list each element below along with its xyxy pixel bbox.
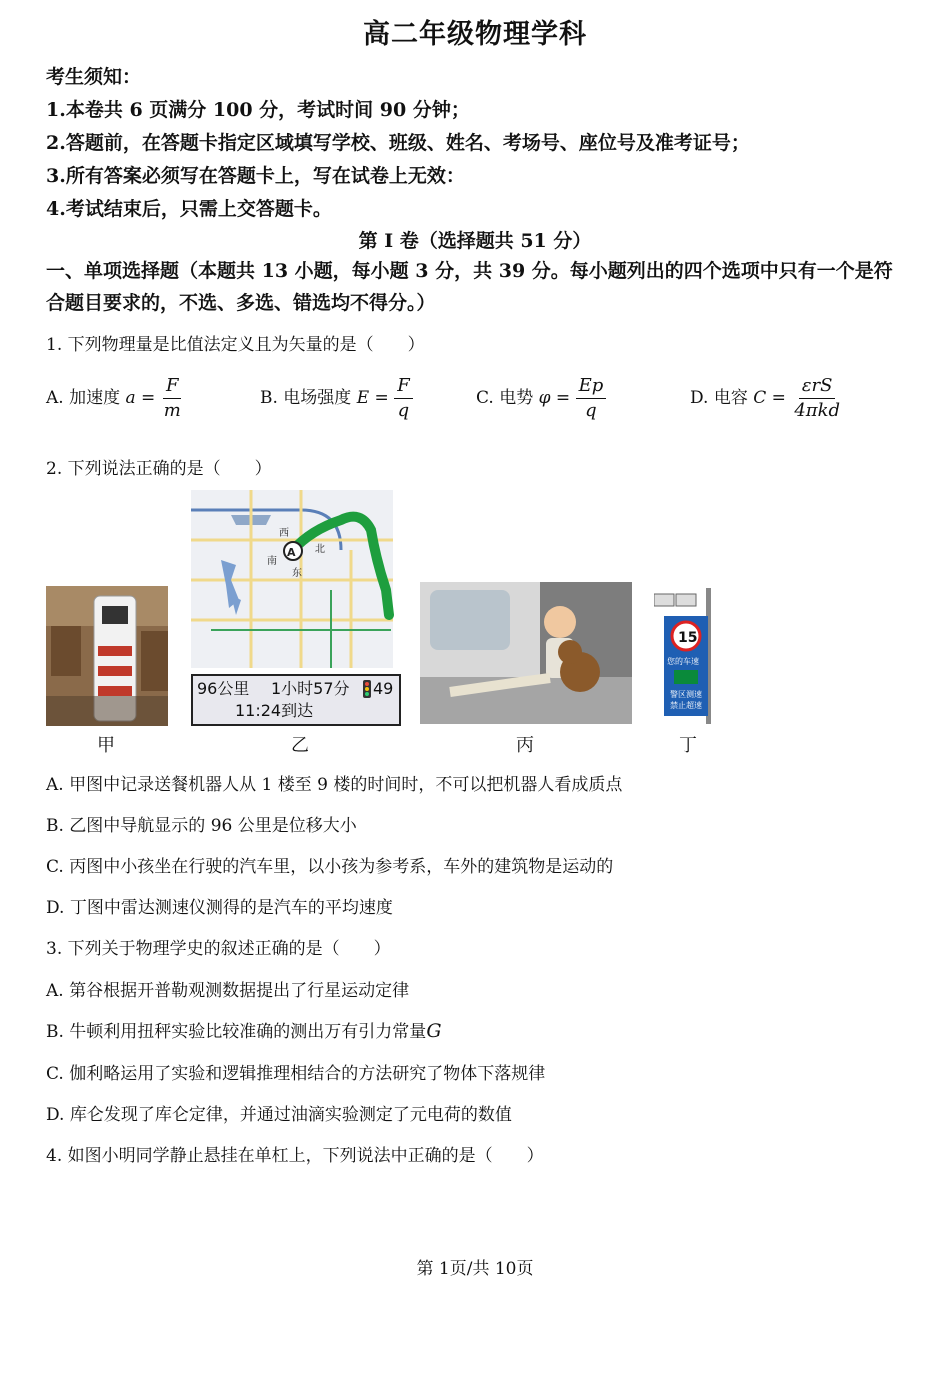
sign-line-2: 警区测速 (670, 690, 702, 699)
question-4-stem: 4. 如图小明同学静止悬挂在单杠上，下列说法中正确的是（ ） (46, 1146, 544, 1166)
q1-option-c-label: C. 电势 (476, 388, 534, 408)
page-title: 高二年级物理学科 (363, 19, 587, 50)
q2-option-b: B. 乙图中导航显示的 96 公里是位移大小 (46, 816, 357, 836)
question-3-stem: 3. 下列关于物理学史的叙述正确的是（ ） (46, 939, 391, 959)
map-dir-south: 南 (267, 556, 277, 567)
q1-option-a-lhs: a = (125, 388, 156, 408)
map-traffic-lights: 49 (373, 679, 394, 698)
question-2-stem: 2. 下列说法正确的是（ ） (46, 459, 272, 479)
q1-option-b-lhs: E = (356, 388, 389, 408)
sign-line-3: 禁止超速 (670, 701, 702, 710)
q3-option-a: A. 第谷根据开普勒观测数据提出了行星运动定律 (46, 981, 410, 1001)
figure-caption-jia: 甲 (97, 735, 115, 756)
q3-option-b-symbol: G (426, 1020, 442, 1042)
child-in-car-photo (420, 582, 632, 724)
q3-option-b-text: B. 牛顿利用扭秤实验比较准确的测出万有引力常量 (46, 1022, 427, 1042)
q1-option-a (46, 374, 184, 423)
navigation-map (191, 490, 403, 728)
q3-option-d: D. 库仑发现了库仑定律，并通过油滴实验测定了元电荷的数值 (46, 1105, 512, 1125)
notice-heading: 考生须知： (46, 66, 142, 88)
q1-option-c (476, 374, 606, 423)
q3-option-b (46, 1017, 442, 1042)
speed-radar-sign (654, 586, 716, 726)
map-dir-north: 北 (315, 544, 325, 555)
robot-photo (46, 586, 168, 726)
map-duration: 1小时57分 (271, 679, 350, 698)
q1-option-d-fraction: $\frac{\text{εrS}}{\text{4πkd}}$ (794, 375, 841, 421)
q1-option-b (260, 374, 413, 423)
q1-option-d-lhs: C = (753, 388, 786, 408)
q2-option-a: A. 甲图中记录送餐机器人从 1 楼至 9 楼的时间时，不可以把机器人看成质点 (46, 775, 623, 795)
q1-option-d-label: D. 电容 (690, 388, 748, 408)
q1-option-c-lhs: φ = (538, 388, 571, 408)
map-dir-west: 西 (279, 528, 289, 539)
q2-option-c: C. 丙图中小孩坐在行驶的汽车里，以小孩为参考系，车外的建筑物是运动的 (46, 857, 614, 877)
sign-line-1: 您的车速 (667, 657, 699, 666)
figure-caption-yi: 乙 (291, 735, 309, 756)
notice-item-1: 1.本卷共 6 页满分 100 分，考试时间 90 分钟； (46, 99, 470, 121)
q2-option-d: D. 丁图中雷达测速仪测得的是汽车的平均速度 (46, 898, 393, 918)
page-footer: 第 1页/共 10页 (416, 1259, 534, 1279)
figure-caption-ding: 丁 (679, 735, 697, 756)
q3-option-c: C. 伽利略运用了实验和逻辑推理相结合的方法研究了物体下落规律 (46, 1064, 546, 1084)
map-dir-east: 东 (292, 568, 302, 579)
figure-caption-bing: 丙 (516, 735, 534, 756)
volume-title: 第 I 卷（选择题共 51 分） (358, 230, 592, 252)
q1-option-a-label: A. 加速度 (46, 388, 121, 408)
q1-option-b-fraction: $\frac{F}{q}$ (394, 374, 413, 423)
q1-option-a-fraction: $\frac{F}{m}$ (163, 375, 181, 421)
q1-option-c-fraction: $\frac{Ep}{q}$ (576, 374, 607, 423)
question-1-stem: 1. 下列物理量是比值法定义且为矢量的是（ ） (46, 335, 425, 355)
notice-item-3: 3.所有答案必须写在答题卡上，写在试卷上无效： (46, 165, 465, 187)
q1-option-b-label: B. 电场强度 (260, 388, 352, 408)
notice-item-4: 4.考试结束后，只需上交答题卡。 (46, 198, 332, 220)
map-marker-label: A (287, 546, 296, 559)
q1-option-d (690, 374, 843, 423)
map-distance: 96公里 (197, 679, 250, 698)
map-arrival: 11:24到达 (235, 701, 314, 720)
sign-speed-limit: 15 (678, 630, 698, 646)
part-one-instructions: 一、单项选择题（本题共 13 小题，每小题 3 分，共 39 分。每小题列出的四个选项中只有一个是符合题目要求的，不选、多选、错选均不得分。） (46, 260, 893, 314)
notice-item-2: 2.答题前，在答题卡指定区域填写学校、班级、姓名、考场号、座位号及准考证号； (46, 132, 750, 154)
